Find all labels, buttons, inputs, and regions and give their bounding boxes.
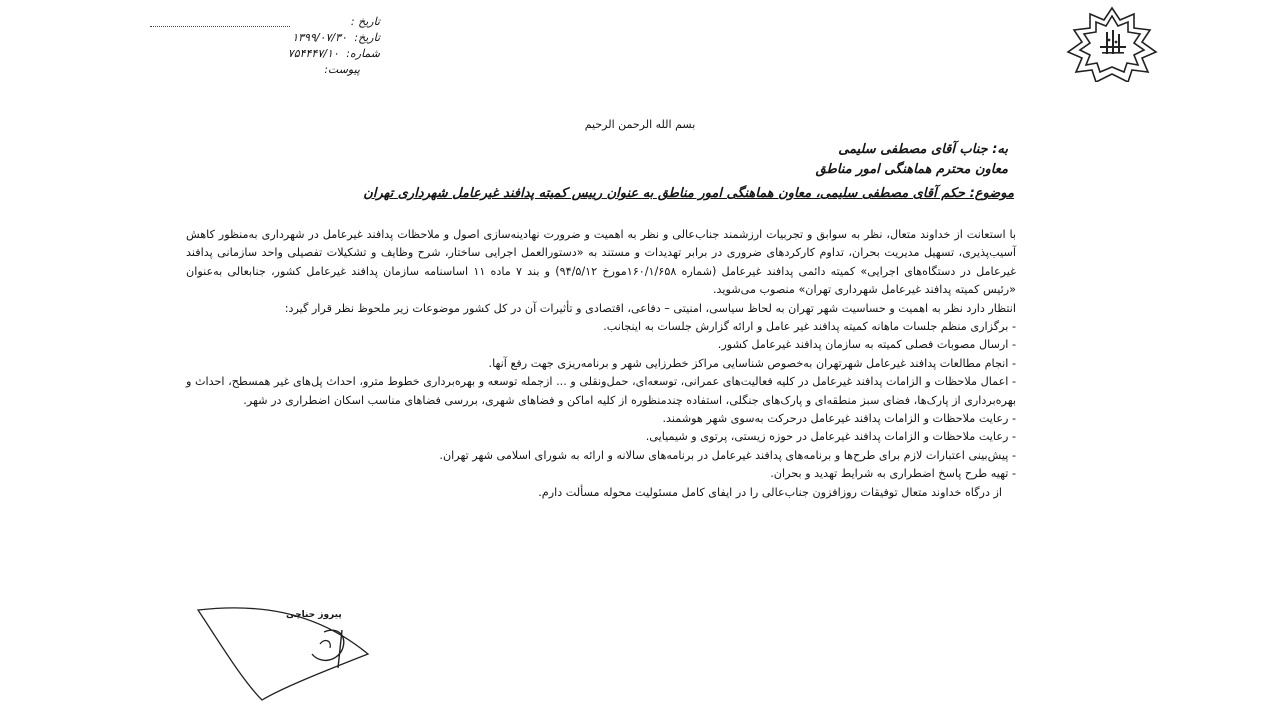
signatory-name: پیروز حناچی (286, 610, 342, 620)
tehran-municipality-logo (1062, 6, 1162, 82)
meta-attachment-row (150, 62, 380, 78)
list-item: - رعایت ملاحظات و الزامات پدافند غیرعامل در حوزه زیستی، پرتوی و شیمیایی. (645, 430, 1016, 444)
attachment-label: پیوست: (324, 63, 360, 76)
number-label: شماره: (346, 47, 380, 60)
letter-body (186, 226, 1016, 502)
recipient-title: معاون محترم هماهنگی امور مناطق (815, 162, 1008, 177)
expectation-paragraph: انتظار دارد نظر به اهمیت و حساسیت شهر تهران به لحاظ سیاسی، امنیتی – دفاعی، اقتصادی و تأثیرات آن در کل کشور موضوعات زیر ملحوظ نظر قرار گیرد: (284, 301, 1016, 315)
date-value: ۱۳۹۹/۰۷/۳۰ (292, 31, 347, 44)
list-item: - ارسال مصوبات فصلی کمیته به سازمان پدافند غیرعامل کشور. (717, 338, 1016, 352)
date-label: تاریخ: (354, 31, 380, 44)
list-item: - رعایت ملاحظات و الزامات پدافند غیرعامل درحرکت به‌سوی شهر هوشمند. (662, 412, 1016, 426)
directives-list (186, 318, 1016, 484)
meta-date-row (150, 30, 380, 46)
list-item: - پیش‌بینی اعتبارات لازم برای طرح‌ها و برنامه‌های پدافند غیرعامل در برنامه‌های سالانه و ارائه به شورای اسلامی شهر تهران. (439, 448, 1016, 462)
recipient-name: به: جناب آقای مصطفی سلیمی (838, 142, 1008, 157)
bismillah: بسم الله الرحمن الرحیم (584, 118, 696, 131)
subject-line: موضوع: حکم آقای مصطفی سلیمی، معاون هماهنگی امور مناطق به عنوان رییس کمیته پدافند غیرعامل شهرداری تهران (363, 186, 1014, 201)
number-value: ۷۵۴۴۴۷/۱۰ (287, 47, 339, 60)
list-item: - برگزاری منظم جلسات ماهانه کمیته پدافند غیر عامل و ارائه گزارش جلسات به اینجانب. (603, 320, 1016, 334)
recipient-block (816, 140, 1008, 180)
closing-paragraph: از درگاه خداوند متعال توفیقات روزافزون جناب‌عالی را در ایفای کامل مسئولیت محوله مسألت دارم. (538, 485, 1002, 499)
meta-pre-row (150, 14, 380, 30)
letter-meta (150, 14, 380, 78)
list-item: - اعمال ملاحظات و الزامات پدافند غیرعامل در کلیه فعالیت‌های عمرانی، توسعه‌ای، حمل‌ونقلی و ... ازجمله توسعه و بهره‌برداری خطوط مترو، احداث پل‌های غیر همسطح، احداث و بهره‌برداری از پارک‌ها، فضای سبز منطقه‌ای و پارک‌های جنگلی، استفاده چندمنظوره از کلیه اماکن و فضاهای شهری، بررسی فضاهای مناسب اسکان اضطراری در شهر. (186, 375, 1016, 407)
pre-date-label: تاریخ : (350, 15, 380, 28)
handwritten-signature (192, 596, 372, 706)
intro-paragraph: با استعانت از خداوند متعال، نظر به سوابق و تجربیات ارزشمند جناب‌عالی و نظر به اهمیت و ضرورت نهادینه‌سازی اصول و ملاحظات پدافند غیرعامل در شهرداری به‌منظور کاهش آسیب‌پذیری، تسهیل مدیریت بحران، تداوم کارکردهای ضروری در برابر تهدیدات و مستند به «دستورالعمل اجرایی ساختار، شرح وظایف و تشکیلات تفصیلی واحد سازمانی پدافند غیرعامل در دستگاه‌های اجرایی» کمیته دائمی پدافند غیرعامل (شماره ۱۶۰/۱/۶۵۸مورخ ۹۴/۵/۱۲) و بند ۷ ماده ۱۱ اساسنامه سازمان پدافند غیرعامل کشور، جنابعالی به‌عنوان «رئیس کمیته پدافند غیرعامل شهرداری تهران» منصوب می‌شوید. (186, 228, 1017, 297)
list-item: - تهیه طرح پاسخ اضطراری به شرایط تهدید و بحران. (770, 467, 1016, 481)
list-item: - انجام مطالعات پدافند غیرعامل شهرتهران به‌خصوص شناسایی مراکز خطرزایی شهر و برنامه‌ریزی جهت رفع آنها. (488, 356, 1016, 370)
meta-number-row (150, 46, 380, 62)
